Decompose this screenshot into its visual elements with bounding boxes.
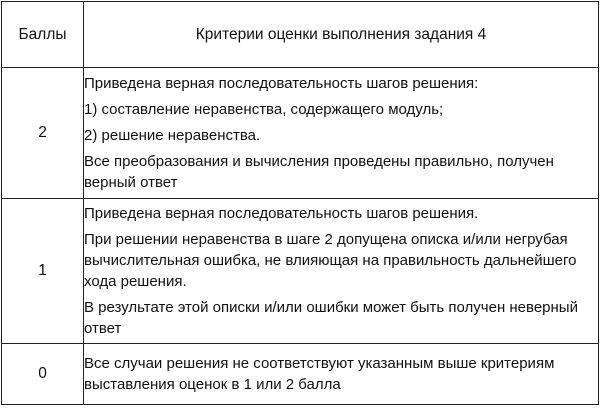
criteria-line: 2) решение неравенства.: [84, 127, 261, 144]
criteria-line: Приведена верная последовательность шагов решения:: [84, 75, 479, 92]
criteria-cell: [84, 68, 599, 199]
header-criteria: Критерии оценки выполнения задания 4: [84, 2, 599, 68]
score-cell: 2: [2, 68, 84, 199]
criteria-line: В результате этой описки и/или ошибки может быть получен неверный ответ: [84, 299, 578, 337]
table-header-row: [2, 2, 599, 68]
criteria-line: Приведена верная последовательность шагов решения.: [84, 205, 479, 222]
criteria-cell: [84, 344, 599, 405]
table-row: [2, 344, 599, 405]
criteria-line: Все случаи решения не соответствуют указанным выше критериям выставления оценок в 1 или 2 балла: [84, 355, 555, 393]
header-score: Баллы: [2, 2, 84, 68]
table-row: [2, 68, 599, 199]
score-cell: 1: [2, 199, 84, 344]
score-cell: 0: [2, 344, 84, 405]
criteria-line: 1) составление неравенства, содержащего модуль;: [84, 101, 444, 118]
criteria-line: Все преобразования и вычисления проведены правильно, получен верный ответ: [84, 153, 554, 191]
table-row: [2, 199, 599, 344]
criteria-cell: [84, 199, 599, 344]
criteria-line: При решении неравенства в шаге 2 допущена описка и/или негрубая вычислительная ошибка, не влияющая на правильность дальнейшего хода решения.: [84, 231, 577, 290]
grading-criteria-table: [1, 1, 599, 405]
